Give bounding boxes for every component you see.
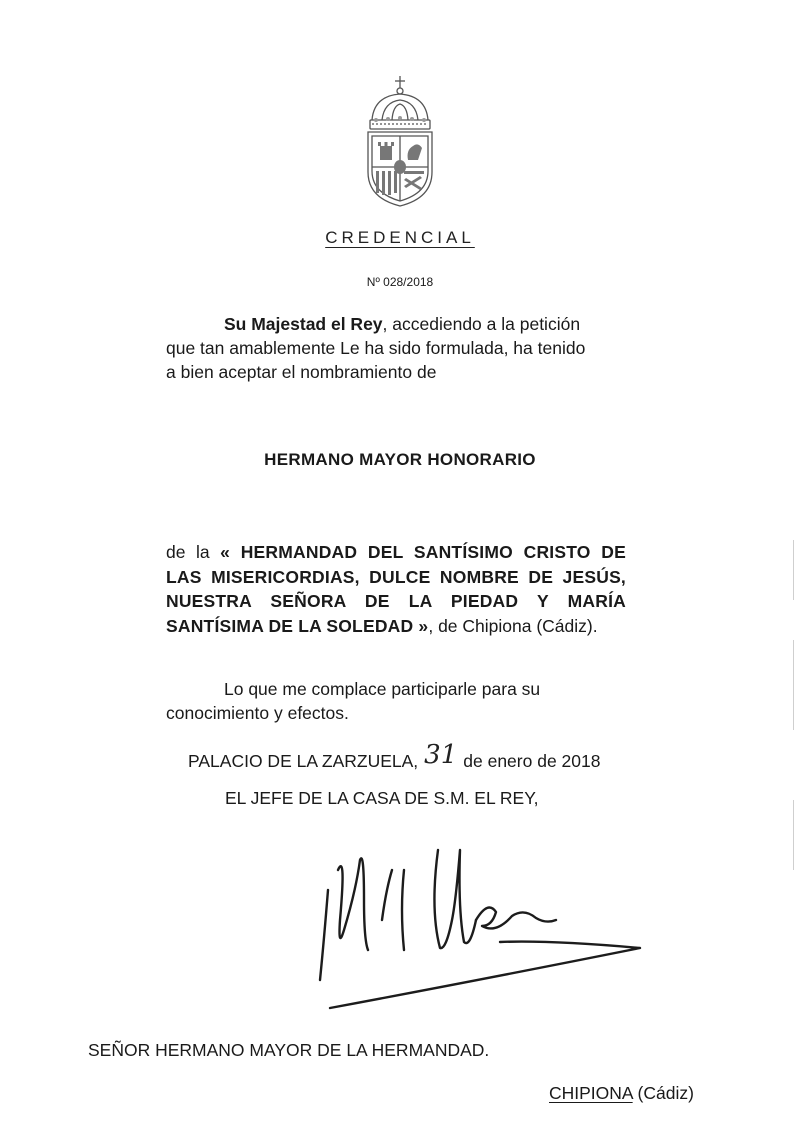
royal-coat-of-arms-icon	[358, 74, 442, 214]
city-province: (Cádiz)	[637, 1083, 694, 1103]
credential-number: Nº 028/2018	[366, 275, 434, 289]
scan-edge-mark	[793, 540, 794, 600]
intro-bold-lead: Su Majestad el Rey	[224, 314, 383, 334]
brotherhood-name: « HERMANDAD DEL SANTÍSIMO CRISTO DE LAS MISERICORDIAS, DULCE NOMBRE DE JESÚS, NUESTRA SEÑORA DE LA PIEDAD Y MARÍA SANTÍSIMA DE LA SOLEDAD »	[166, 542, 626, 636]
intro-line-1	[166, 312, 636, 336]
intro-paragraph	[166, 312, 636, 384]
scan-edge-mark	[793, 640, 794, 730]
city-line	[549, 1083, 694, 1104]
document-title: CREDENCIAL	[325, 228, 475, 247]
scan-edge-mark	[793, 800, 794, 870]
intro-line-1-rest: , accediendo a la petición	[382, 314, 581, 334]
brotherhood-suffix: , de Chipiona (Cádiz).	[428, 615, 598, 636]
signer-title: EL JEFE DE LA CASA DE S.M. EL REY,	[225, 788, 539, 808]
handwritten-signature	[300, 830, 650, 1010]
place-name: PALACIO DE LA ZARZUELA,	[188, 751, 419, 771]
appointment-title: HERMANO MAYOR HONORARIO	[264, 450, 536, 469]
addressee-line: SEÑOR HERMANO MAYOR DE LA HERMANDAD.	[88, 1040, 490, 1060]
brotherhood-prefix: de la	[166, 542, 221, 562]
closing-line-1: Lo que me complace participarle para su	[224, 679, 541, 699]
intro-line-3: a bien aceptar el nombramiento de	[166, 362, 437, 382]
brotherhood-paragraph	[166, 540, 626, 638]
date-rest: de enero de 2018	[463, 751, 601, 771]
place-date-line	[188, 740, 601, 774]
city-name: CHIPIONA	[549, 1083, 633, 1103]
closing-line-2: conocimiento y efectos.	[166, 703, 349, 723]
intro-line-2: que tan amablemente Le ha sido formulada, ha tenido	[166, 338, 586, 358]
handwritten-day: 31	[424, 740, 458, 770]
closing-paragraph	[166, 677, 626, 725]
